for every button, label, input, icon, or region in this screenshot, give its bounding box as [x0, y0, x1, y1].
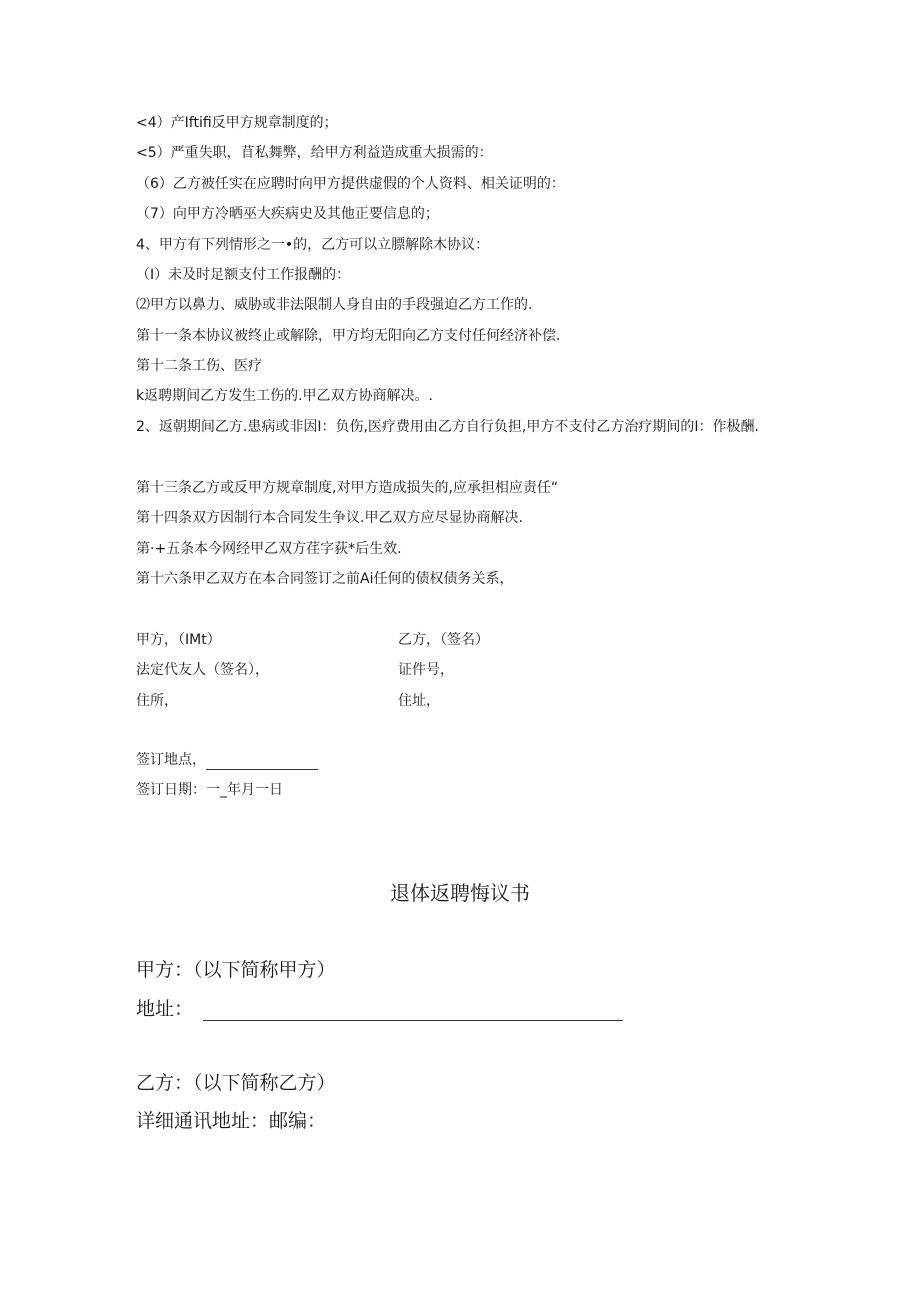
party-a-residence-label: 住所， — [136, 693, 178, 709]
id-number-label: 证件号， — [398, 662, 454, 678]
clause-line: <5）严重失职，苜私舞弊，给甲方利益造成重大损需的： — [136, 145, 493, 161]
clause-line: <4）产Iftifi反甲方规章制度的； — [136, 115, 338, 131]
party-a-heading: 甲方：（以下简称甲方） — [136, 959, 336, 981]
clause-line: （7）向甲方冷晒巫大疾病史及其他正要信息的； — [136, 206, 439, 222]
signing-place-label: 签订地点， — [136, 752, 206, 768]
clause-line: 第十三条乙方或反甲方规章制度,对甲方造成损失的,应承担相应责任“ — [136, 480, 559, 496]
clause-line: 第十二条工伤、医疗 — [136, 358, 262, 374]
signing-place — [136, 750, 318, 770]
party-b-heading: 乙方：（以下简称乙方） — [136, 1072, 336, 1094]
clause-line: 第十四条双方因制行本合同发生争议.甲乙双方应尽显协商解决. — [136, 510, 523, 526]
clause-line: ⑵甲方以鼻力、威胁或非法限制人身自由的手段强迫乙方工作的. — [136, 297, 533, 313]
clause-line: 第十一条本协议被终止或解除，甲方均无阳向乙方支付任何经济补偿. — [136, 328, 561, 344]
address-line — [136, 997, 623, 1021]
legal-representative-label: 法定代友人（签名）， — [136, 662, 269, 678]
clause-line-wrapped: 2、返朝期间乙方.患病或非因I：负伤,医疗费用由乙方自行负担,甲方不支付乙方治疗期间的I：作极酬. — [136, 419, 759, 435]
clause-line: k返聘期间乙方发生工伤的.甲乙双方协商解决。. — [136, 388, 434, 404]
address-label: 地址： — [136, 998, 194, 1020]
party-a-signature-label: 甲方，（IMt） — [136, 632, 221, 648]
signing-date-label: 签订日期：一_年月一日 — [136, 782, 283, 798]
clause-line: （6）乙方被任实在应聘时向甲方提供虚假的个人资料、相关证明的： — [136, 176, 565, 192]
party-b-signature-label: 乙方，（签名） — [398, 632, 489, 648]
clause-line: （I）未及时足额支付工作报酬的： — [136, 267, 351, 283]
clause-line: 第十六条甲乙双方在本合同签订之前Ai任何的债权债务关系， — [136, 571, 514, 587]
signing-place-blank — [206, 753, 318, 770]
clause-line: 4、甲方有下列情形之一•的，乙方可以立膘解除木协议： — [136, 237, 490, 253]
address-blank — [203, 1002, 623, 1021]
document-title: 退体返聘悔议书 — [390, 881, 530, 905]
contact-address-label: 详细通讯地址：邮编： — [136, 1110, 327, 1132]
clause-line: 第·+五条本今网经甲乙双方荏字荻*后生效. — [136, 541, 402, 557]
party-b-residence-label: 住址， — [398, 693, 440, 709]
